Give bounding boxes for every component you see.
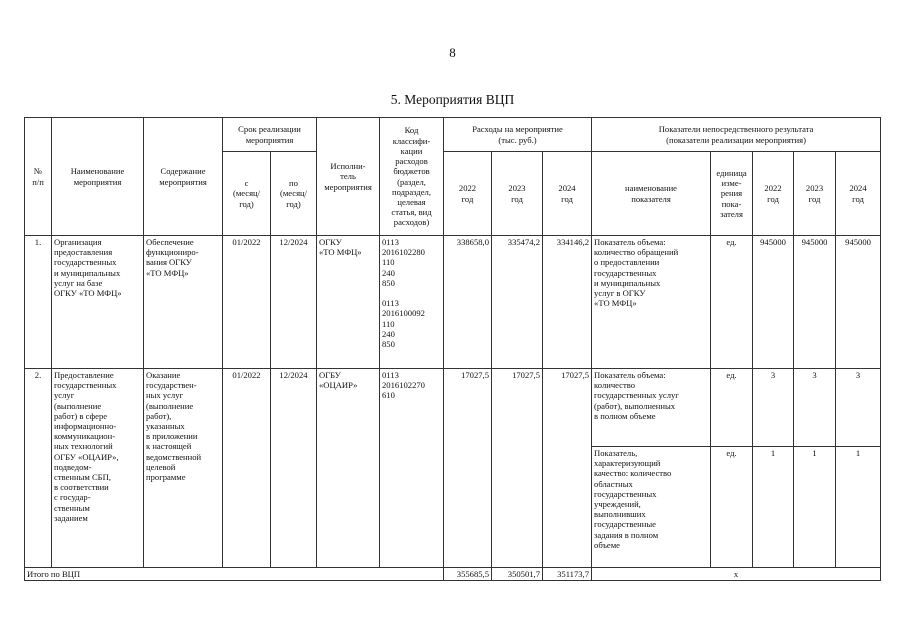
total-indicators-mark: х xyxy=(592,568,881,581)
indicator-name: Показатель объема: количество государственных услуг (работ), выполненных в полном объеме xyxy=(592,369,711,447)
indicator-2023: 945000 xyxy=(794,236,836,369)
header-term-to: по (месяц/ год) xyxy=(271,152,317,236)
indicator-2022: 945000 xyxy=(753,236,794,369)
header-indicators-group: Показатели непосредственного результата (показатели реализации мероприятия) xyxy=(592,118,881,152)
indicator-2024: 3 xyxy=(836,369,881,447)
header-name: Наименование мероприятия xyxy=(52,118,144,236)
row-term-to: 12/2024 xyxy=(271,236,317,369)
header-indicator-name: наименование показателя xyxy=(592,152,711,236)
row-num: 1. xyxy=(25,236,52,369)
row-name: Организация предоставления государственных и муниципальных услуг на базе ОГКУ «ТО МФЦ» xyxy=(52,236,144,369)
indicator-2024: 1 xyxy=(836,447,881,568)
total-row xyxy=(25,568,881,581)
header-expense-2023: 2023 год xyxy=(492,152,543,236)
total-expense-2022: 355685,5 xyxy=(444,568,492,581)
header-indicator-2023: 2023 год xyxy=(794,152,836,236)
row-term-from: 01/2022 xyxy=(223,236,271,369)
indicator-unit: ед. xyxy=(711,447,753,568)
header-executor: Исполни- тель мероприятия xyxy=(317,118,380,236)
table-row xyxy=(25,236,881,369)
total-expense-2023: 350501,7 xyxy=(492,568,543,581)
row-term-to: 12/2024 xyxy=(271,369,317,568)
header-content: Содержание мероприятия xyxy=(144,118,223,236)
row-expense-2022: 338658,0 xyxy=(444,236,492,369)
indicator-name: Показатель, характеризующий качество: количество областных государственных учреждений, выполнивших государственные задания в полном объеме xyxy=(592,447,711,568)
header-budget-code: Код классифи- кации расходов бюджетов (раздел, подраздел, целевая статья, вид расходов) xyxy=(380,118,444,236)
row-term-from: 01/2022 xyxy=(223,369,271,568)
header-indicator-2022: 2022 год xyxy=(753,152,794,236)
row-expense-2024: 334146,2 xyxy=(543,236,592,369)
header-expense-2022: 2022 год xyxy=(444,152,492,236)
indicator-2022: 3 xyxy=(753,369,794,447)
header-expense-2024: 2024 год xyxy=(543,152,592,236)
row-budget-code: 0113 2016102280 110 240 850 0113 2016100092 110 240 850 xyxy=(380,236,444,369)
row-content: Обеспечение функциониро- вания ОГКУ «ТО МФЦ» xyxy=(144,236,223,369)
row-expense-2023: 335474,2 xyxy=(492,236,543,369)
indicator-2022: 1 xyxy=(753,447,794,568)
page-number: 8 xyxy=(449,45,456,60)
indicator-unit: ед. xyxy=(711,236,753,369)
header-num: № п/п xyxy=(25,118,52,236)
row-executor: ОГБУ «ОЦАИР» xyxy=(317,369,380,568)
table-row xyxy=(25,369,881,447)
indicator-2024: 945000 xyxy=(836,236,881,369)
measures-table xyxy=(24,117,881,581)
row-expense-2024: 17027,5 xyxy=(543,369,592,568)
indicator-2023: 3 xyxy=(794,369,836,447)
row-content: Оказание государствен- ных услуг (выполнение работ), указанных в приложении к настоящей ведомственной целевой программе xyxy=(144,369,223,568)
row-expense-2023: 17027,5 xyxy=(492,369,543,568)
total-label: Итого по ВЦП xyxy=(25,568,444,581)
row-num: 2. xyxy=(25,369,52,568)
header-expenses-group: Расходы на мероприятие (тыс. руб.) xyxy=(444,118,592,152)
header-term-group: Срок реализации мероприятия xyxy=(223,118,317,152)
row-budget-code: 0113 2016102270 610 xyxy=(380,369,444,568)
row-name: Предоставление государственных услуг (выполнение работ) в сфере информационно- коммуникацион- ных технологий ОГБУ «ОЦАИР», подведом- ственным СБП, в соответствии с государ- ственным заданием xyxy=(52,369,144,568)
total-expense-2024: 351173,7 xyxy=(543,568,592,581)
header-indicator-2024: 2024 год xyxy=(836,152,881,236)
row-expense-2022: 17027,5 xyxy=(444,369,492,568)
header-term-from: с (месяц/ год) xyxy=(223,152,271,236)
indicator-name: Показатель объема: количество обращений о предоставлении государственных и муниципальных услуг в ОГКУ «ТО МФЦ» xyxy=(592,236,711,369)
section-title: 5. Мероприятия ВЦП xyxy=(390,92,515,107)
row-executor: ОГКУ «ТО МФЦ» xyxy=(317,236,380,369)
header-indicator-unit: единица изме- рения пока- зателя xyxy=(711,152,753,236)
indicator-2023: 1 xyxy=(794,447,836,568)
indicator-unit: ед. xyxy=(711,369,753,447)
